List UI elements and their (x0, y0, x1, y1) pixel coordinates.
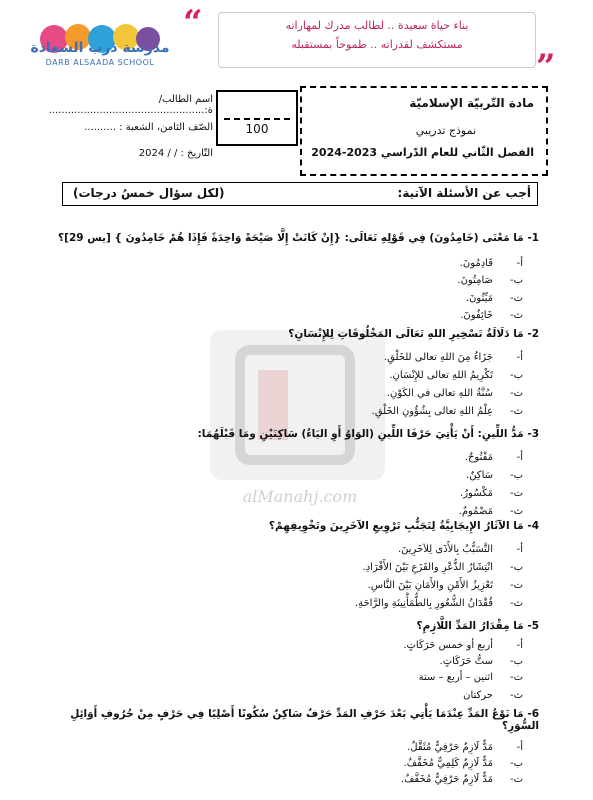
option-text: مَيِّتُونَ. (465, 293, 493, 304)
question-5-option (143, 672, 523, 683)
section-marks: (لكل سؤال خمسُ درجات) (73, 186, 225, 200)
question-1-option (143, 258, 523, 269)
option-letter: ب- (509, 656, 523, 667)
option-text: سَاكِنٌ. (466, 470, 493, 481)
option-text: سُنَّةُ اللهِ تعالى في الكَوْنِ. (386, 388, 493, 399)
question-2-option (143, 406, 523, 417)
motto-line-2: مستكشف لقدراته .. طموحاً بمستقبله (291, 38, 463, 51)
option-text: التَّسَبُّبُ بِالأَذَى لِلآخَرِينَ. (397, 544, 493, 555)
subject-title: مادة التّربيّة الإسلاميّة (409, 96, 534, 110)
option-text: مَكْسُورٌ. (460, 488, 493, 499)
school-name-english: DARB ALSAADA SCHOOL (45, 58, 155, 67)
option-letter: ث- (509, 506, 523, 517)
question-4-option (143, 598, 523, 609)
question-3-option (143, 452, 523, 463)
question-6-option (143, 774, 523, 785)
section-instruction: أجب عن الأسئلة الآتية: (397, 186, 531, 200)
exam-model: نموذج تدريبي (415, 124, 476, 137)
total-score: 100 (245, 122, 269, 136)
option-text: مَدٌّ لَازِمٌ كَلِمِيٌّ مُخَفَّفٌ. (403, 758, 493, 769)
option-letter: ت- (509, 672, 523, 683)
option-letter: ث- (509, 598, 523, 609)
question-1: 1- مَا مَعْنَى (خَامِدُونَ) فِي قَوْلِهِ تَعَالَى: {إِنْ كَانَتْ إِلَّا صَيْحَةً وَاحِدَةً فَإِذَا هُمْ خَامِدُونَ } [يس 29]؟ (58, 232, 539, 244)
question-5-option (143, 656, 523, 667)
option-letter: ث- (509, 406, 523, 417)
school-name-arabic: مدرسة درب السعادة (30, 40, 170, 56)
option-text: قَادِمُونَ. (459, 258, 493, 269)
question-1-option (143, 275, 523, 286)
option-letter: ت- (509, 488, 523, 499)
option-letter: ث- (509, 690, 523, 701)
class-field: الصّف الثامن، الشعبة : .......... (84, 122, 213, 133)
student-name-field: اسم الطالب/ة:................................................. (48, 94, 213, 116)
section-header (62, 182, 538, 206)
watermark-text: alManahj.com (242, 487, 358, 506)
option-text: مَفْتُوحٌ. (464, 452, 493, 463)
option-text: مَضْمُومٌ. (458, 506, 493, 517)
option-letter: ب- (509, 370, 523, 381)
option-letter: ب- (509, 562, 523, 573)
question-4-option (143, 580, 523, 591)
question-2-option (143, 352, 523, 363)
date-field: التّاريخ : / / 2024 (138, 148, 213, 159)
question-4-option (143, 562, 523, 573)
question-4-option (143, 544, 523, 555)
question-5-option (143, 690, 523, 701)
option-letter: ت- (509, 293, 523, 304)
question-3-option (143, 470, 523, 481)
option-letter: ب- (509, 758, 523, 769)
option-text: انْتِشَارُ الذُّعْرِ والفَزَعِ بَيْنَ الأَفْرَادِ. (362, 562, 493, 573)
question-3-option (143, 506, 523, 517)
option-letter: أ- (516, 640, 523, 651)
exam-term: الفصل الثّاني للعام الدّراسي 2023-2024 (311, 146, 534, 159)
option-text: تَكْرِيمُ اللهِ تعالى للإِنْسَانِ. (389, 370, 493, 381)
question-3-option (143, 488, 523, 499)
option-letter: ث- (509, 310, 523, 321)
option-letter: أ- (516, 258, 523, 269)
question-6-option (143, 758, 523, 769)
option-letter: ت- (509, 580, 523, 591)
option-text: مَدٌّ لَازِمٌ حَرْفِيٌّ مُخَفَّفٌ. (400, 774, 493, 785)
option-text: ستُّ حَرَكَاتٍ. (439, 656, 493, 667)
option-text: حركتان (463, 690, 493, 701)
question-1-option (143, 310, 523, 321)
subject-box (300, 86, 548, 176)
question-1-option (143, 293, 523, 304)
question-3: 3- مَدُّ اللِّينِ: أَنْ يَأْتِيَ حَرْفَا اللِّينِ (الوَاوُ أَوِ اليَاءُ) سَاكِنَيْنِ ومَا قَبْلَهُمَا: (197, 428, 539, 440)
question-6: 6- مَا نَوْعُ المَدِّ عِنْدَمَا يَأْتِي بَعْدَ حَرْفِ المَدِّ حَرْفٌ سَاكِنٌ سُكُونًا أَصْلِيًا فِي حَرْفٍ مِنْ حُرُوفِ أَوَائِلِ السُّوَرِ؟ (70, 708, 539, 732)
score-box (216, 90, 298, 146)
question-2: 2- مَا دَلَالَةُ تَسْخِيرِ اللهِ تَعَالَى المَخْلُوقَاتِ لِلإِنْسَانِ؟ (288, 328, 539, 340)
question-2-option (143, 370, 523, 381)
school-motto (218, 12, 536, 68)
option-letter: أ- (516, 544, 523, 555)
option-text: أربع أو خمس حَرَكَاتٍ. (403, 640, 493, 651)
option-text: خَائِفُونَ. (460, 310, 493, 321)
quote-open-icon: “ (183, 3, 203, 43)
option-letter: ب- (509, 470, 523, 481)
quote-close-icon: ” (536, 47, 556, 87)
option-letter: ب- (509, 275, 523, 286)
option-text: جَزَاءٌ مِنَ اللهِ تعالى للخَلْقِ. (383, 352, 493, 363)
motto-line-1: بناء حياة سعيدة .. لطالب مدرك لمهاراته (285, 19, 469, 32)
question-5: 5- مَا مِقْدَارُ المَدِّ اللَّازِمِ؟ (416, 620, 539, 632)
option-text: مَدٌّ لَازِمٌ حَرْفِيٌّ مُثَقَّلٌ. (407, 742, 493, 753)
option-letter: أ- (516, 352, 523, 363)
option-text: اثنين – أربع – ستة (418, 672, 493, 683)
question-6-option (143, 742, 523, 753)
option-letter: أ- (516, 742, 523, 753)
question-5-option (143, 640, 523, 651)
option-letter: ت- (509, 388, 523, 399)
question-2-option (143, 388, 523, 399)
option-text: تَعْزِيزُ الأَمْنِ والأَمَانِ بَيْنَ النَّاسِ. (367, 580, 493, 591)
option-letter: ت- (509, 774, 523, 785)
option-text: فُقْدَانُ الشُّعُورِ بِالطُّمَأْنِينَةِ والرَّاحَةِ. (354, 598, 493, 609)
option-text: عِلْمُ اللهِ تعالى بِشُؤُونِ الخَلْقِ. (371, 406, 493, 417)
question-4: 4- مَا الآثَارُ الإِيجَابِيَّةُ لِتَجَنُّبِ تَرْوِيعِ الآخَرِينَ وتَخْوِيفِهِمْ؟ (268, 520, 539, 532)
option-letter: أ- (516, 452, 523, 463)
option-text: صَامِتُونَ. (457, 275, 493, 286)
